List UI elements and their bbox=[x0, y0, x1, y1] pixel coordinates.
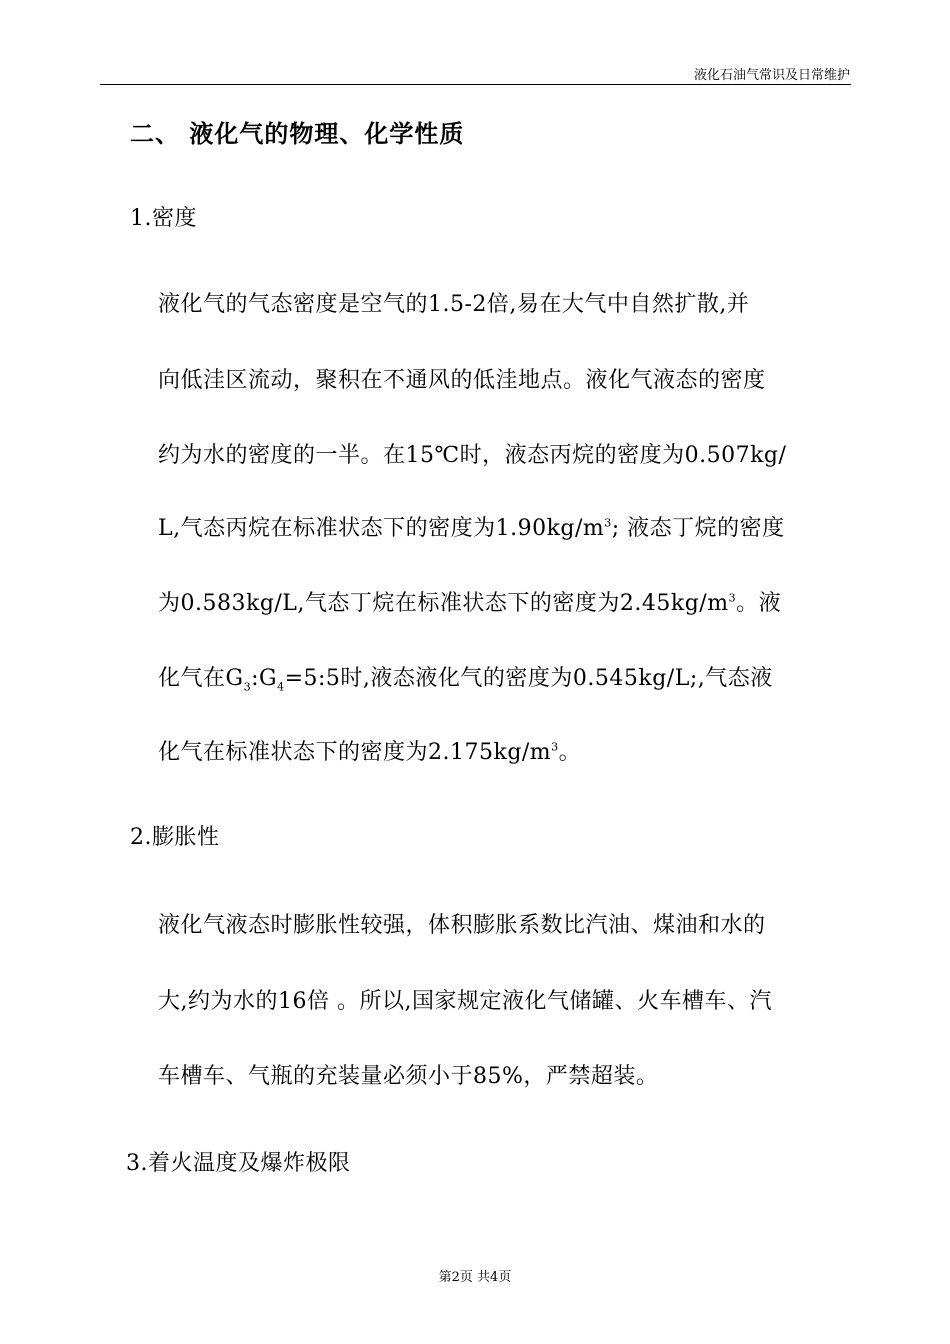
paragraph-line: 向低洼区流动，聚积在不通风的低洼地点。液化气液态的密度 bbox=[158, 368, 766, 393]
paragraph-line: 化气在标准状态下的密度为$2.175kg/m^3$。 bbox=[158, 740, 582, 765]
paragraph-line: 液化气的气态密度是空气的1.5-2倍,易在大气中自然扩散,并 bbox=[158, 292, 750, 317]
running-header: 液化石油气常识及日常维护 bbox=[693, 68, 850, 83]
page-footer: 第2页 共4页 bbox=[438, 1270, 512, 1285]
paragraph-line: 化气在$G_3:G_4=5:5$时,液态液化气的密度为0.545kg/L;,气态液 bbox=[158, 666, 773, 694]
subheading-expansion: 2.膨胀性 bbox=[130, 825, 220, 850]
paragraph-line: L,气态丙烷在标准状态下的密度为$1.90kg/m^3$; 液态丁烷的密度 bbox=[158, 516, 785, 541]
paragraph-line: 车槽车、气瓶的充装量必须小于85%，严禁超装。 bbox=[158, 1064, 659, 1089]
paragraph-line: 大,约为水的16倍 。所以,国家规定液化气储罐、火车槽车、汽 bbox=[158, 989, 772, 1014]
paragraph-line: 约为水的密度的一半。在15℃时，液态丙烷的密度为0.507kg/ bbox=[158, 443, 787, 468]
subheading-density: 1.密度 bbox=[130, 206, 197, 231]
header-rule bbox=[100, 84, 851, 85]
paragraph-line: 液化气液态时膨胀性较强，体积膨胀系数比汽油、煤油和水的 bbox=[158, 913, 766, 938]
section-title: 二、 液化气的物理、化学性质 bbox=[130, 119, 465, 148]
paragraph-line: 为0.583kg/L,气态丁烷在标准状态下的密度为$2.45kg/m^3$。液 bbox=[158, 591, 782, 616]
subheading-ignition: 3.着火温度及爆炸极限 bbox=[126, 1151, 351, 1176]
